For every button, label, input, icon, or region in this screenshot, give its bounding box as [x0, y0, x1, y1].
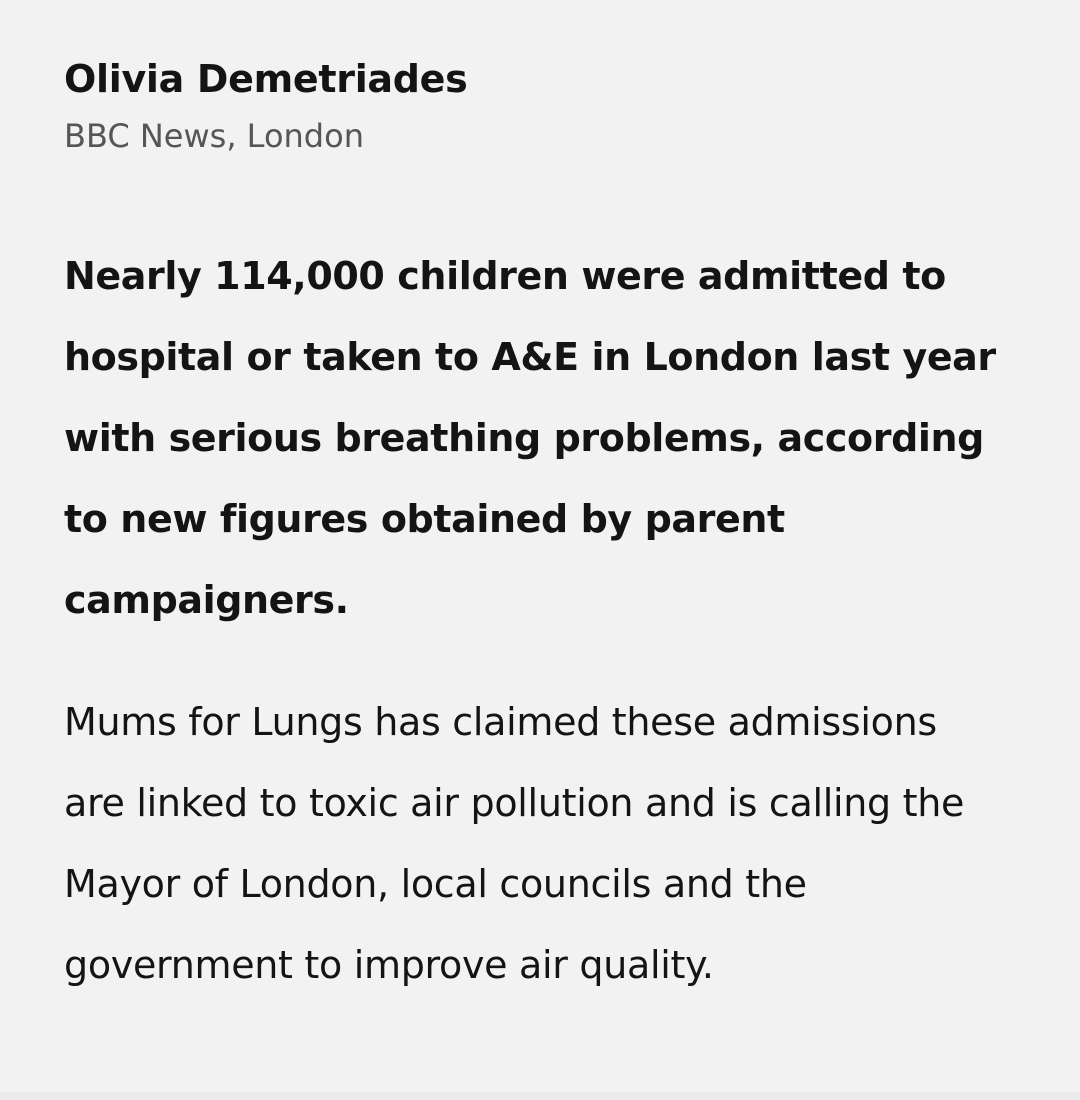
bottom-divider [0, 1092, 1080, 1100]
byline [64, 54, 1016, 158]
author-name: Olivia Demetriades [64, 57, 468, 101]
author-role: BBC News, London [64, 117, 364, 155]
article-body-paragraph: Mums for Lungs has claimed these admissions are linked to toxic air pollution and is calling the Mayor of London, local councils and the government to improve air quality. [64, 700, 965, 987]
article-lead-paragraph: Nearly 114,000 children were admitted to hospital or taken to A&E in London last year with serious breathing problems, according to new figures obtained by parent campaigners. [64, 254, 996, 622]
